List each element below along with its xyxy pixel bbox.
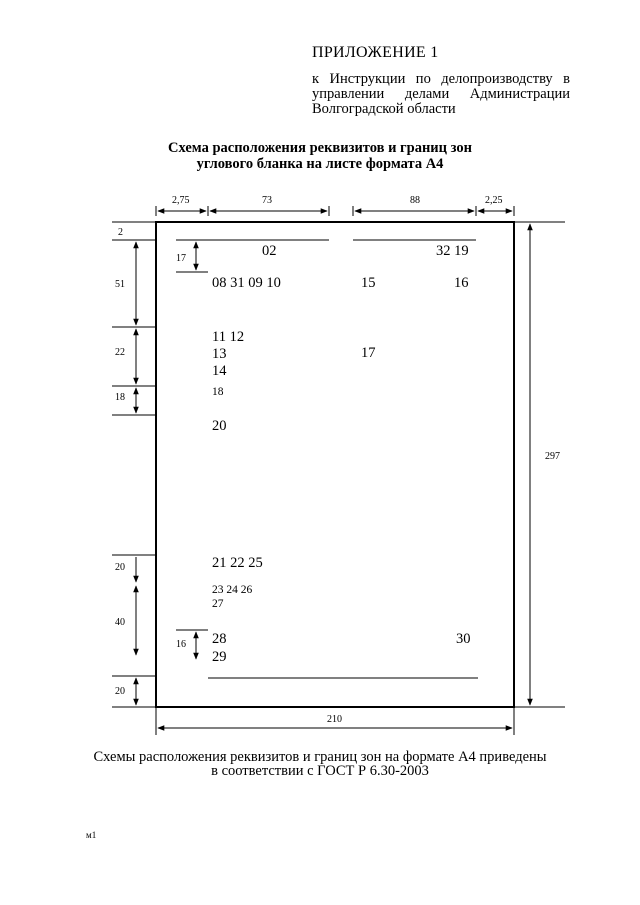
- dim-label-51: 51: [115, 279, 125, 290]
- dim-label-2-75: 2,75: [172, 195, 190, 206]
- corner-mark: м1: [86, 830, 97, 840]
- appendix-title: ПРИЛОЖЕНИЕ 1: [312, 44, 439, 61]
- dim-label-88: 88: [410, 195, 420, 206]
- dim-label-18: 18: [115, 392, 125, 403]
- dim-label-210: 210: [327, 714, 342, 725]
- diagram-heading-line-1: Схема расположения реквизитов и границ зон: [168, 140, 472, 156]
- dim-label-20a: 20: [115, 562, 125, 573]
- requisite-27: 27: [212, 598, 224, 610]
- requisite-20: 20: [212, 418, 227, 434]
- footer-note-line-1: Схемы расположения реквизитов и границ зон на формате А4 приведены: [93, 749, 547, 765]
- requisite-21-22-25: 21 22 25: [212, 555, 263, 571]
- dim-label-20b: 20: [115, 686, 125, 697]
- diagram-heading-line-2: углового бланка на листе формата А4: [196, 156, 444, 172]
- dim-label-40: 40: [115, 617, 125, 628]
- dim-label-17: 17: [176, 253, 186, 264]
- dim-label-22: 22: [115, 347, 125, 358]
- dim-label-16: 16: [176, 639, 186, 650]
- requisite-15: 15: [361, 275, 376, 291]
- footer-note-line-2: в соответствии с ГОСТ Р 6.30-2003: [211, 763, 429, 779]
- requisite-30: 30: [456, 631, 471, 647]
- requisite-32-19: 32 19: [436, 243, 469, 259]
- requisite-18: 18: [212, 386, 224, 398]
- dim-label-2: 2: [118, 227, 123, 238]
- requisite-16: 16: [454, 275, 469, 291]
- requisite-08-31-09-10: 08 31 09 10: [212, 275, 281, 291]
- dim-label-73: 73: [262, 195, 272, 206]
- requisite-02: 02: [262, 243, 277, 259]
- requisite-29: 29: [212, 649, 227, 665]
- requisite-14: 14: [212, 363, 227, 379]
- requisite-28: 28: [212, 631, 227, 647]
- requisite-11-12: 11 12: [212, 329, 245, 345]
- requisite-23-24-26: 23 24 26: [212, 584, 253, 596]
- dim-label-297: 297: [545, 451, 560, 462]
- requisite-13: 13: [212, 346, 227, 362]
- dim-label-2-25: 2,25: [485, 195, 503, 206]
- requisite-17: 17: [361, 345, 376, 361]
- appendix-subtitle: к Инструкции по делопроизводству в управлении делами Администрации Волгоградской области: [312, 71, 570, 117]
